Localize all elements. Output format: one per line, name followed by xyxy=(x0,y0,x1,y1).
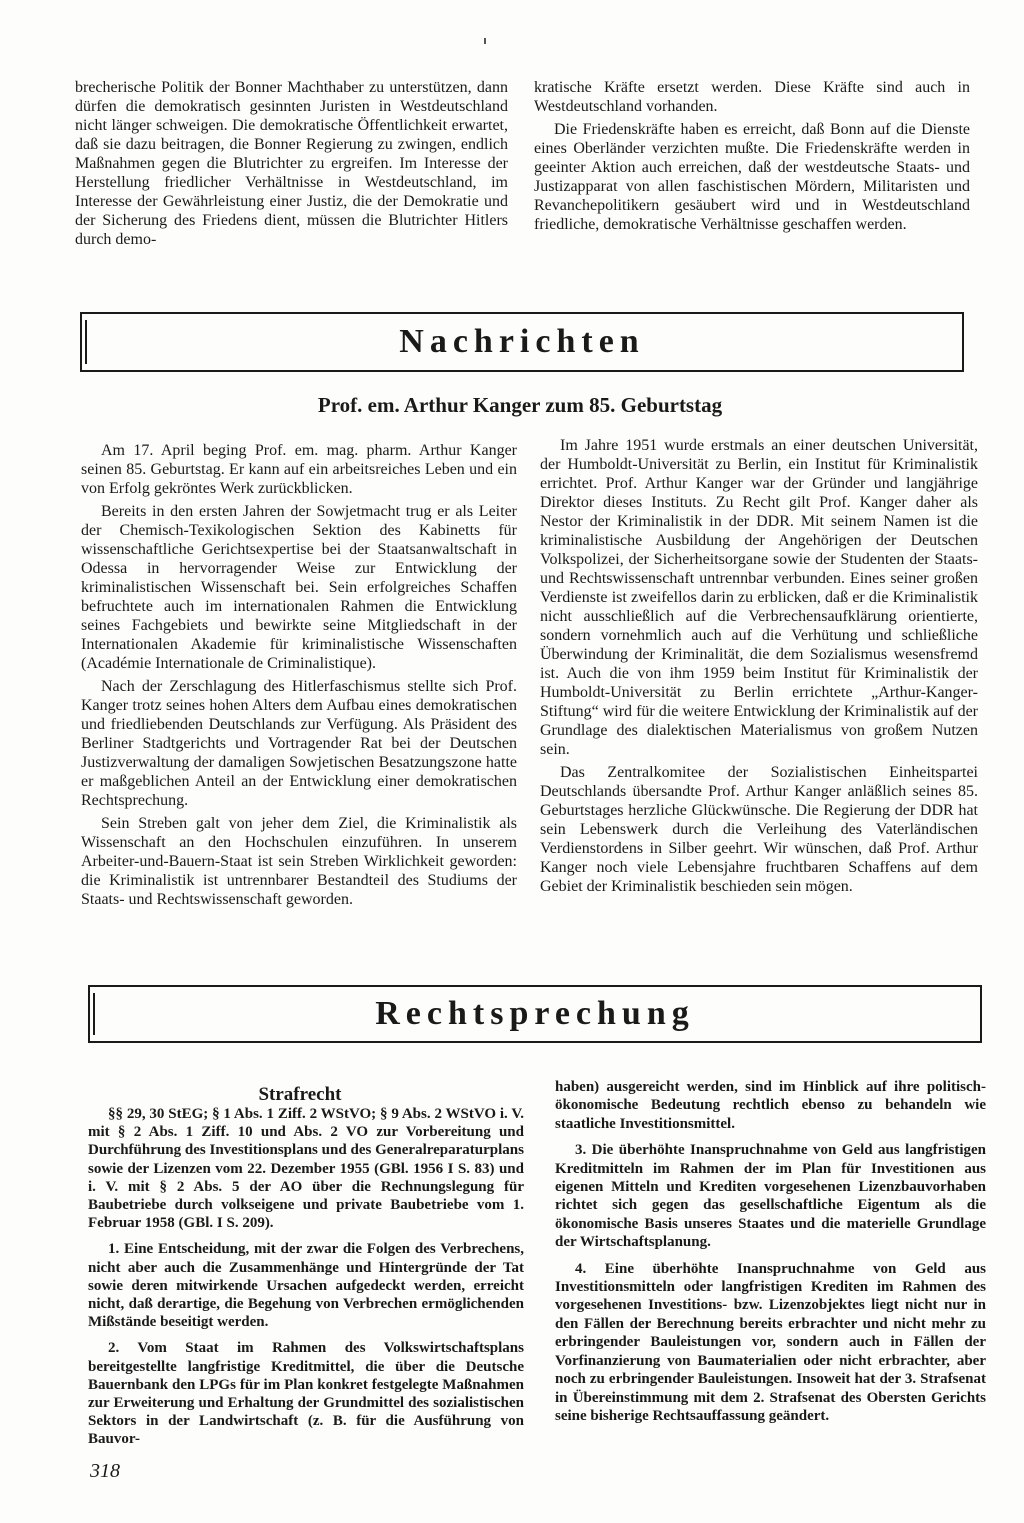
section-header-nachrichten xyxy=(80,312,964,372)
article-headline: Prof. em. Arthur Kanger zum 85. Geburtstag xyxy=(317,393,723,417)
leitsatz: 3. Die überhöhte Inanspruchnahme von Geld aus langfristigen Kreditmitteln im Rahmen der im Plan für Investitionen aus eigenen Mitteln und Krediten vorgesehenen Lizenzbauvorhaben richtet sich gegen das gesellschaftliche Eigentum als die ökonomische Basis unseres Staates und die materielle Grundlage der Wirtschaftsplanung. xyxy=(555,1142,986,1251)
paragraph: brecherische Politik der Bonner Machthaber zu unterstützen, dann dürfen die demokratisch gesinnten Juristen in Westdeutschland nicht länger schweigen. Die demokratische Öffentlichkeit erwartet, daß sie dazu beitragen, die Bonner Regierung zu zwingen, endlich Maßnahmen gegen die Blutrichter zu ergreifen. Im Interesse der Herstellung friedlicher Verhältnisse in Westdeutschland, im Interesse der Gewährleistung einer Justiz, die der Demokratie und der Sicherung des Friedens dient, müssen die Blutrichter Hitlers durch demo- xyxy=(75,79,508,248)
statute-reference: §§ 29, 30 StEG; § 1 Abs. 1 Ziff. 2 WStVO; § 9 Abs. 2 WStVO i. V. mit § 2 Abs. 1 Ziff. 10 und Abs. 2 VO zur Vorbereitung und Durchführung des Investitionsplans und des Generalreparaturplans sowie der Lizenzen vom 22. Dezember 1955 (GBl. 1956 I S. 83) und i. V. mit § 2 Abs. 5 der AO über die Rechnungslegung für Baubetriebe durch volkseigene und private Baubetriebe vom 1. Februar 1958 (GBl. I S. 209). xyxy=(88,1106,524,1232)
leitsatz: haben) ausgereicht werden, sind im Hinblick auf ihre politisch-ökonomische Bedeutung rechtlich ebenso zu behandeln wie staatliche Investitionsmittel. xyxy=(555,1079,986,1132)
section-title: Nachrichten xyxy=(399,323,645,360)
leitsatz: 1. Eine Entscheidung, mit der zwar die Folgen des Verbrechens, nicht aber auch die Zusammenhänge und Hintergründe der Tat sowie deren mitwirkende Ursachen aufgedeckt werden, erreicht nicht, daß derartige, die Begehung von Verbrechen ermöglichenden Mißstände beseitigt werden. xyxy=(88,1241,524,1331)
rechtsprechung-right-column xyxy=(555,1078,986,1425)
subheading-strafrecht: Strafrecht xyxy=(258,1084,342,1105)
top-right-column xyxy=(534,78,970,234)
leitsatz: 4. Eine überhöhte Inanspruchnahme von Geld aus Investitionsmitteln oder langfristigen Krediten im Rahmen des vorgesehenen Investitions- bzw. Lizenzobjektes liegt nicht nur in den Fällen der Berechnung bereits erbrachter und nicht mehr zu erbringender Bauleistungen vor, sondern auch in Fällen der Vorfinanzierung von Baumaterialien oder nicht erbrachter, aber noch zu erbringender Bauleistungen. Insoweit hat der 3. Strafsenat in Übereinstimmung mit dem 2. Strafsenat des Obersten Gerichts seine bisherige Rechtsauffassung geändert. xyxy=(555,1260,986,1424)
paragraph: Sein Streben galt von jeher dem Ziel, die Kriminalistik als Wissenschaft an den Hochschulen einzuführen. In unserem Arbeiter-und-Bauern-Staat ist sein Streben Wirklichkeit geworden: die Kriminalistik ist untrennbarer Bestandteil des Studiums der Staats- und Rechtswissenschaft geworden. xyxy=(81,815,517,908)
frame-tick xyxy=(85,320,87,364)
section-header-rechtsprechung xyxy=(88,985,982,1043)
rechtsprechung-left-column xyxy=(88,1105,524,1449)
nachrichten-left-column xyxy=(81,441,517,909)
section-title: Rechtsprechung xyxy=(375,995,695,1032)
leitsatz: 2. Vom Staat im Rahmen des Volkswirtschaftsplans bereitgestellte langfristige Kreditmittel, die über die Deutsche Bauernbank den LPGs für im Plan konkret festgelegte Maßnahmen zur Erweiterung und Erhaltung der Grundmittel des sozialistischen Sektors in der Landwirtschaft (z. B. für die Ausführung von Bauvor- xyxy=(88,1340,524,1448)
paragraph: Am 17. April beging Prof. em. mag. pharm. Arthur Kanger seinen 85. Geburtstag. Er kann auf ein arbeitsreiches Leben und ein von Erfolg gekröntes Werk zurückblicken. xyxy=(81,442,517,497)
nachrichten-right-column xyxy=(540,436,978,896)
frame-tick xyxy=(93,993,95,1035)
top-left-column xyxy=(75,78,508,249)
paragraph: Die Friedenskräfte haben es erreicht, daß Bonn auf die Dienste eines Oberländer verzichten mußte. Die Friedenskräfte werden in geeinter Aktion auch erreichen, daß der westdeutsche Staats- und Justizapparat von allen faschistischen Mördern, Militaristen und Revanchepolitikern gesäubert wird und in Westdeutschland friedliche, demokratische Verhältnisse geschaffen werden. xyxy=(534,121,970,233)
paragraph: Bereits in den ersten Jahren der Sowjetmacht trug er als Leiter der Chemisch-Texikologischen Sektion des Kabinetts für wissenschaftliche Gerichtsexpertise bei der Staatsanwaltschaft in Odessa in hervorragender Weise zur Entwicklung der kriminalistischen Wissenschaft bei. Sein erfolgreiches Schaffen befruchtete auch im internationalen Rahmen die Entwicklung seines Fachgebiets und bewirkte seine Mitgliedschaft in der Internationalen Akademie für kriminalistische Wissenschaften (Académie Internationale de Criminalistique). xyxy=(81,503,517,672)
paragraph: Nach der Zerschlagung des Hitlerfaschismus stellte sich Prof. Kanger trotz seines hohen Alters dem Aufbau eines demokratischen und friedliebenden Deutschlands zur Verfügung. Als Präsident des Berliner Stadtgerichts und Vortragender Rat bei der Deutschen Justizverwaltung der damaligen Sowjetischen Besatzungszone hatte er maßgeblichen Anteil an der Entwicklung einer demokratischen Rechtsprechung. xyxy=(81,678,517,809)
paragraph: Im Jahre 1951 wurde erstmals an einer deutschen Universität, der Humboldt-Universität zu Berlin, ein Institut für Kriminalistik errichtet. Prof. Arthur Kanger war der Gründer und langjährige Direktor dieses Instituts. Zu Recht gilt Prof. Kanger daher als Nestor der Kriminalistik in der DDR. Mit seinem Namen ist die kriminalistische Ausbildung der Angehörigen der Deutschen Volkspolizei, der Sicherheitsorgane sowie der Studenten der Staats- und Rechtswissenschaft untrennbar verbunden. Eines seiner großen Verdienste ist zweifellos darin zu erblicken, daß er die Kriminalistik nicht ausschließlich auf die Verbrechensaufklärung orientierte, sondern vornehmlich auch auf die Verhütung und schließliche Überwindung der Kriminalität, die dem Sozialismus wesensfremd ist. Auch die von ihm 1959 beim Institut für Kriminalistik der Humboldt-Universität zu Berlin errichtete „Arthur-Kanger-Stiftung“ wird für die weitere Entwicklung der Kriminalistik auf der Grundlage des dialektischen Materialismus von großem Nutzen sein. xyxy=(540,437,978,758)
paragraph: Das Zentralkomitee der Sozialistischen Einheitspartei Deutschlands übersandte Prof. Arthur Kanger anläßlich seines 85. Geburtstages herzliche Glückwünsche. Die Regierung der DDR hat sein Lebenswerk durch die Verleihung des Vaterländischen Verdienstordens in Silber geehrt. Wir wünschen, daß Prof. Arthur Kanger noch viele Lebensjahre fruchtbaren Schaffens auf dem Gebiet der Kriminalistik beschieden sein mögen. xyxy=(540,764,978,895)
page-number: 318 xyxy=(90,1460,120,1482)
print-mark xyxy=(484,38,486,44)
paragraph: kratische Kräfte ersetzt werden. Diese Kräfte sind auch in Westdeutschland vorhanden. xyxy=(534,79,970,115)
